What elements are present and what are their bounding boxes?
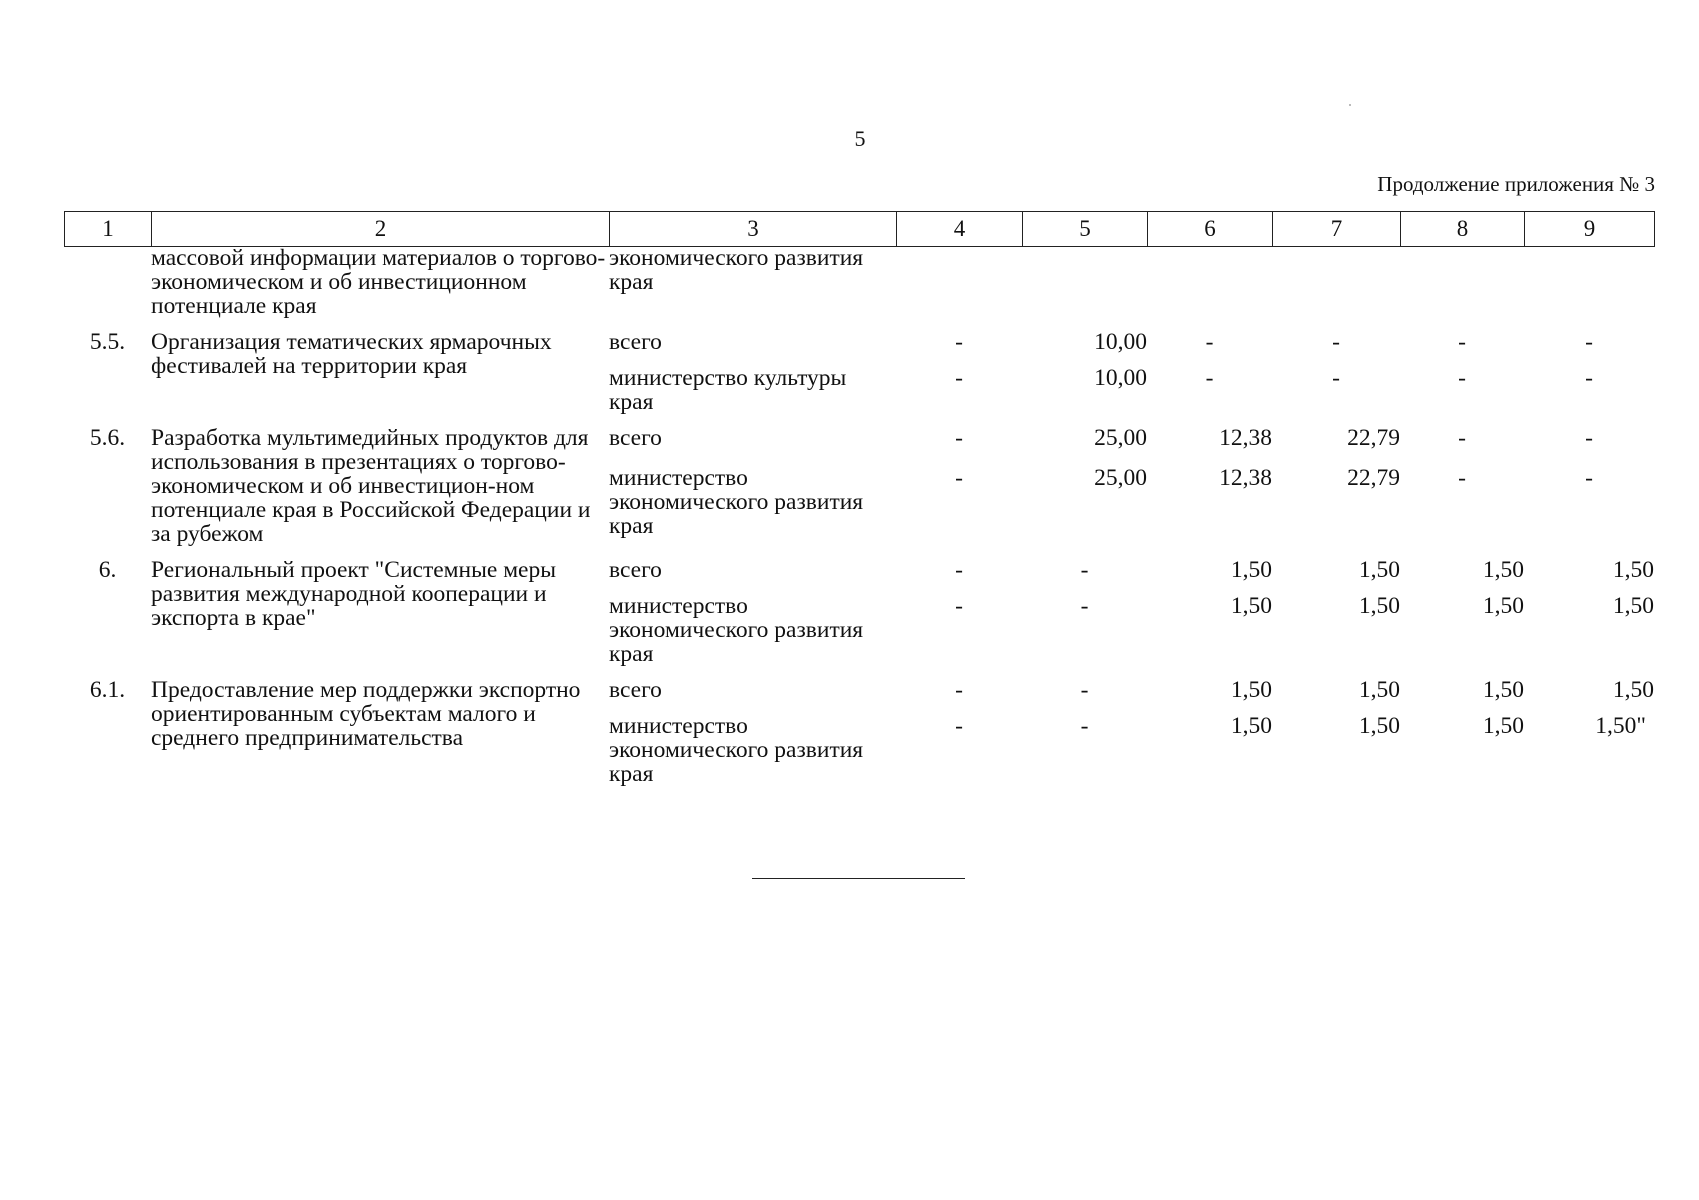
activity-name: Предоставление мер поддержки экспортно ориентированным субъектам малого и среднего предпринимательства [151,677,581,751]
value-col-6: 12,38 [1219,465,1272,491]
activity-name: Организация тематических ярмарочных фестивалей на территории края [151,329,552,379]
value-col-6: 1,50 [1230,677,1272,703]
value-col-5: 25,00 [1094,465,1147,491]
funding-source: министерство экономического развития края [609,593,864,667]
value-col-5 [1022,246,1147,318]
row-number: 6.1. [89,677,126,703]
value-col-6 [1147,246,1272,318]
value-col-7 [1272,246,1400,318]
value-col-9: 1,50 [1612,557,1654,583]
row-number [64,246,151,318]
value-col-7: - [1332,329,1340,355]
value-col-6: - [1205,365,1214,391]
value-col-7: - [1332,365,1340,391]
value-col-6: - [1205,329,1214,355]
page-number: 5 [854,126,866,151]
funding-source: министерство экономического развития края [609,713,864,787]
column-header-7: 7 [1273,212,1401,247]
table-row [64,246,1654,318]
activity-name: Разработка мультимедийных продуктов для использования в презентациях о торгово-экономическом и об инвестицион-ном потенциале края в Российской Федерации и за рубежом [151,425,591,547]
value-col-6: 1,50 [1230,713,1272,739]
row-number: 5.5. [89,329,126,355]
funding-source: министерство культуры края [609,365,847,415]
value-col-8: - [1458,425,1466,451]
value-col-6: 1,50 [1230,557,1272,583]
activity-name: массовой информации материалов о торгово-экономическом и об инвестиционном потенциале края [151,245,606,319]
value-col-5: 10,00 [1094,365,1147,391]
value-col-4: - [955,713,963,739]
value-col-7: 1,50 [1358,713,1400,739]
value-col-4: - [955,329,963,355]
value-col-4: - [955,593,963,619]
value-col-9: - [1585,425,1593,451]
value-col-9: - [1585,365,1593,391]
funding-source: всего [609,677,662,703]
column-header-1: 1 [65,212,152,247]
value-col-4: - [955,465,963,491]
value-col-7: 1,50 [1358,593,1400,619]
value-col-5: 10,00 [1094,329,1147,355]
value-col-4: - [955,557,963,583]
value-col-9: 1,50 [1612,593,1654,619]
column-number-header [64,211,1655,247]
value-col-4: - [955,425,963,451]
value-col-8: - [1458,465,1466,491]
funding-source: экономического развития края [609,245,864,295]
table-row [64,426,1654,466]
value-col-9 [1524,246,1654,318]
value-col-9: 1,50" [1595,713,1646,739]
column-header-6: 6 [1148,212,1273,247]
value-col-8 [1400,246,1524,318]
appendix-continuation-label: Продолжение приложения № 3 [1377,172,1655,196]
column-header-2: 2 [152,212,610,247]
funding-source: всего [609,557,662,583]
funding-table-body [64,246,1654,786]
scan-speck [1349,104,1351,106]
value-col-6: 12,38 [1219,425,1272,451]
activity-name: Региональный проект "Системные меры развития международной кооперации и экспорта в крае" [151,557,557,631]
funding-source: министерство экономического развития края [609,465,864,539]
value-col-5: - [1080,677,1089,703]
row-number: 5.6. [89,425,126,451]
value-col-8: 1,50 [1482,593,1524,619]
value-col-6: 1,50 [1230,593,1272,619]
value-col-4: - [955,677,963,703]
value-col-4: - [955,365,963,391]
value-col-9: - [1585,329,1593,355]
value-col-8: - [1458,365,1466,391]
value-col-5: - [1080,593,1089,619]
column-header-5: 5 [1023,212,1148,247]
value-col-8: 1,50 [1482,677,1524,703]
column-header-8: 8 [1401,212,1525,247]
value-col-5: 25,00 [1094,425,1147,451]
value-col-5: - [1080,557,1089,583]
value-col-8: - [1458,329,1466,355]
table-row [64,678,1654,714]
row-number: 6. [98,557,117,583]
value-col-8: 1,50 [1482,557,1524,583]
value-col-4 [896,246,1022,318]
funding-source: всего [609,329,662,355]
value-col-7: 1,50 [1358,557,1400,583]
end-separator-line [752,878,965,879]
column-header-9: 9 [1525,212,1655,247]
value-col-5: - [1080,713,1089,739]
value-col-7: 1,50 [1358,677,1400,703]
column-header-3: 3 [610,212,897,247]
table-row [64,558,1654,594]
table-row [64,330,1654,366]
value-col-7: 22,79 [1347,425,1400,451]
value-col-8: 1,50 [1482,713,1524,739]
value-col-9: - [1585,465,1593,491]
value-col-7: 22,79 [1347,465,1400,491]
column-header-4: 4 [897,212,1023,247]
funding-source: всего [609,425,662,451]
value-col-9: 1,50 [1612,677,1654,703]
